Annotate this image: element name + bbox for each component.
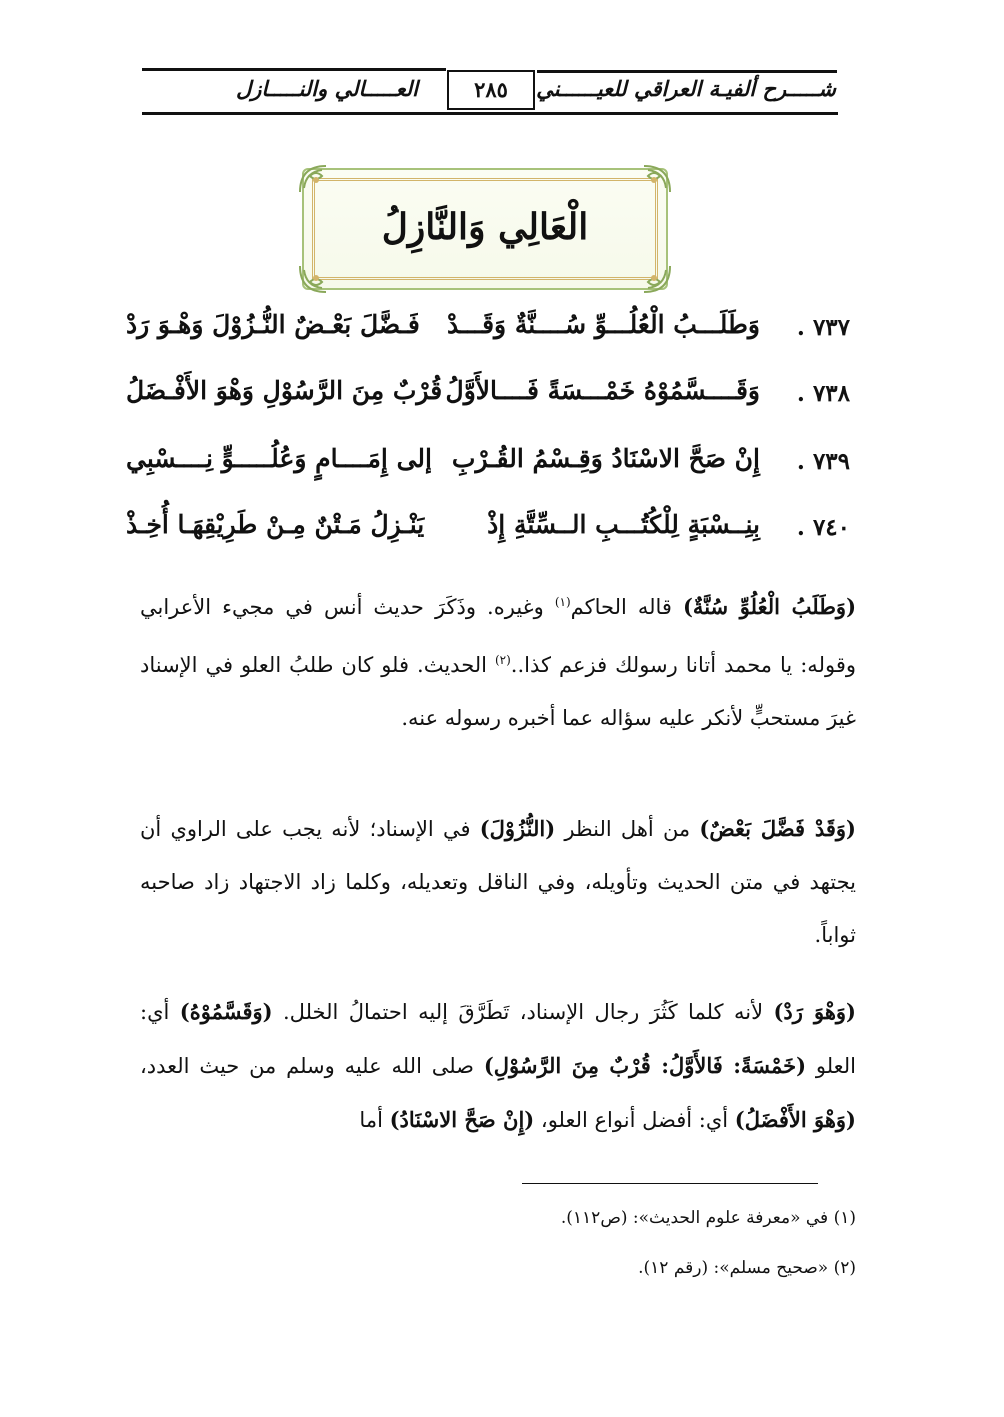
quoted-verse-text: (النُّزُوْلَ) [479,816,556,841]
footnote-ref: (١) [554,595,571,609]
quoted-verse-text: (وَهْوَ الأَفْضَلُ) [734,1107,856,1132]
commentary-text: قاله الحاكم [570,595,683,619]
quoted-verse-text: (وَقَدْ فَضَّلَ بَعْضٌ) [699,816,856,841]
commentary-text: من أهل النظر [555,817,700,841]
commentary-text: في الإسناد؛ لأنه يجب على الراوي أن يجتهد في متن الحديث وتأويله، وفي الناقل وتعديله، وكلما زاد الاجتهاد زاد صاحبه ثواباً. [140,817,856,947]
ornament-corner-icon [632,164,672,194]
verse-first-hemistich: وَطَلَـــبُ الْعُلُـــوِّ سُــــنَّةٌ وَقَـــدْ [447,310,760,339]
chapter-running-title: العـــــالي والنـــــازل [236,76,419,101]
commentary-text: أي: أفضل أنواع العلو، [534,1108,735,1132]
header-rule-bottom [142,112,838,115]
verse-row [120,372,850,422]
verse-first-hemistich: بِنِــسْبَةٍ لِلْكُتُـــبِ الــسِّتَّةِ إِذْ [487,510,760,539]
verse-number: ٧٣٧ . [796,314,850,341]
verse-row [120,440,850,490]
footnote: (٢) «صحيح مسلم»: (رقم ١٢). [638,1258,856,1278]
quoted-verse-text: (وَقَسَّمُوْهُ) [179,999,273,1024]
verse-second-hemistich: إلى إِمَــــامٍ وَعُلُـــــوٍّ نِــــسْبِي [126,444,432,473]
verse-row [120,506,850,556]
verse-first-hemistich: وَقَــــسَّمُوْهُ خَمْـــسَةً فَــــالأَوَّلُ [445,376,760,405]
commentary-paragraph [140,985,856,1147]
commentary-text: أي: العلو [140,1000,857,1078]
commentary-paragraph [140,802,856,962]
ornament-corner-icon [298,164,338,194]
footnote-ref: (٢) [494,653,511,667]
chapter-title-frame [302,168,668,290]
quoted-verse-text: (وَطَلَبُ الْعُلُوِّ سُنَّةٌ) [683,594,857,619]
book-title: شـــــرح ألفيـة العراقي للعيــــــني [536,76,836,101]
verse-second-hemistich: فَـضَّلَ بَعْـضٌ النُّـزُوْلَ وَهْـوَ رَدْ [126,310,420,339]
commentary-text: الحديث. فلو كان طلبُ العلو في الإسناد غيرَ مستحبٍّ لأنكر عليه سؤاله عما أخبره رسوله عنه. [140,653,856,730]
commentary-text: صلى الله عليه وسلم من حيث العدد، [140,1054,484,1078]
quoted-verse-text: (خَمْسَةً: فَالأَوَّلُ: قُرْبٌ مِنَ الرَّسُوْلِ) [483,1053,807,1078]
ornament-corner-icon [632,264,672,294]
quoted-verse-text: (إِنْ صَحَّ الاسْنَادُ) [389,1107,535,1132]
page-number: ٢٨٥ [447,70,535,110]
footnote: (١) في «معرفة علوم الحديث»: (ص١١٢). [560,1208,856,1228]
ornament-corner-icon [298,264,338,294]
chapter-title: الْعَالِي وَالنَّازِلُ [381,206,589,248]
commentary-text: وغيره. وذَكَرَ حديث أنس في مجيء الأعرابي وقوله: يا محمد أتانا رسولك فزعم كذا.. [140,595,856,677]
verse-number: ٧٣٨ . [796,380,850,407]
verse-second-hemistich: قُرْبٌ مِنَ الرَّسُوْلِ وَهْوَ الأَفْـضَلُ [126,376,443,405]
verse-row [120,306,850,356]
commentary-text: أما [359,1108,390,1132]
footnote-separator [522,1183,818,1184]
commentary-text: لأنه كلما كَثُرَ رجال الإسناد، تَطَرَّقَ إليه احتمالُ الخلل. [272,1000,774,1024]
verse-number: ٧٣٩ . [796,448,850,475]
verse-number: ٧٤٠ . [796,514,850,541]
header-rule-top-right [537,70,837,73]
commentary-paragraph [140,576,856,745]
verse-second-hemistich: يَنْـزِلُ مَـتْنٌ مِـنْ طَرِيْقِهَـا أُخِـذْ [126,510,425,539]
quoted-verse-text: (وَهْوَ رَدْ) [773,999,856,1024]
header-rule-top [142,68,446,71]
verse-first-hemistich: إِنْ صَحَّ الاسْنَادُ وَقِـسْمُ القُـرْبِ [451,444,760,473]
